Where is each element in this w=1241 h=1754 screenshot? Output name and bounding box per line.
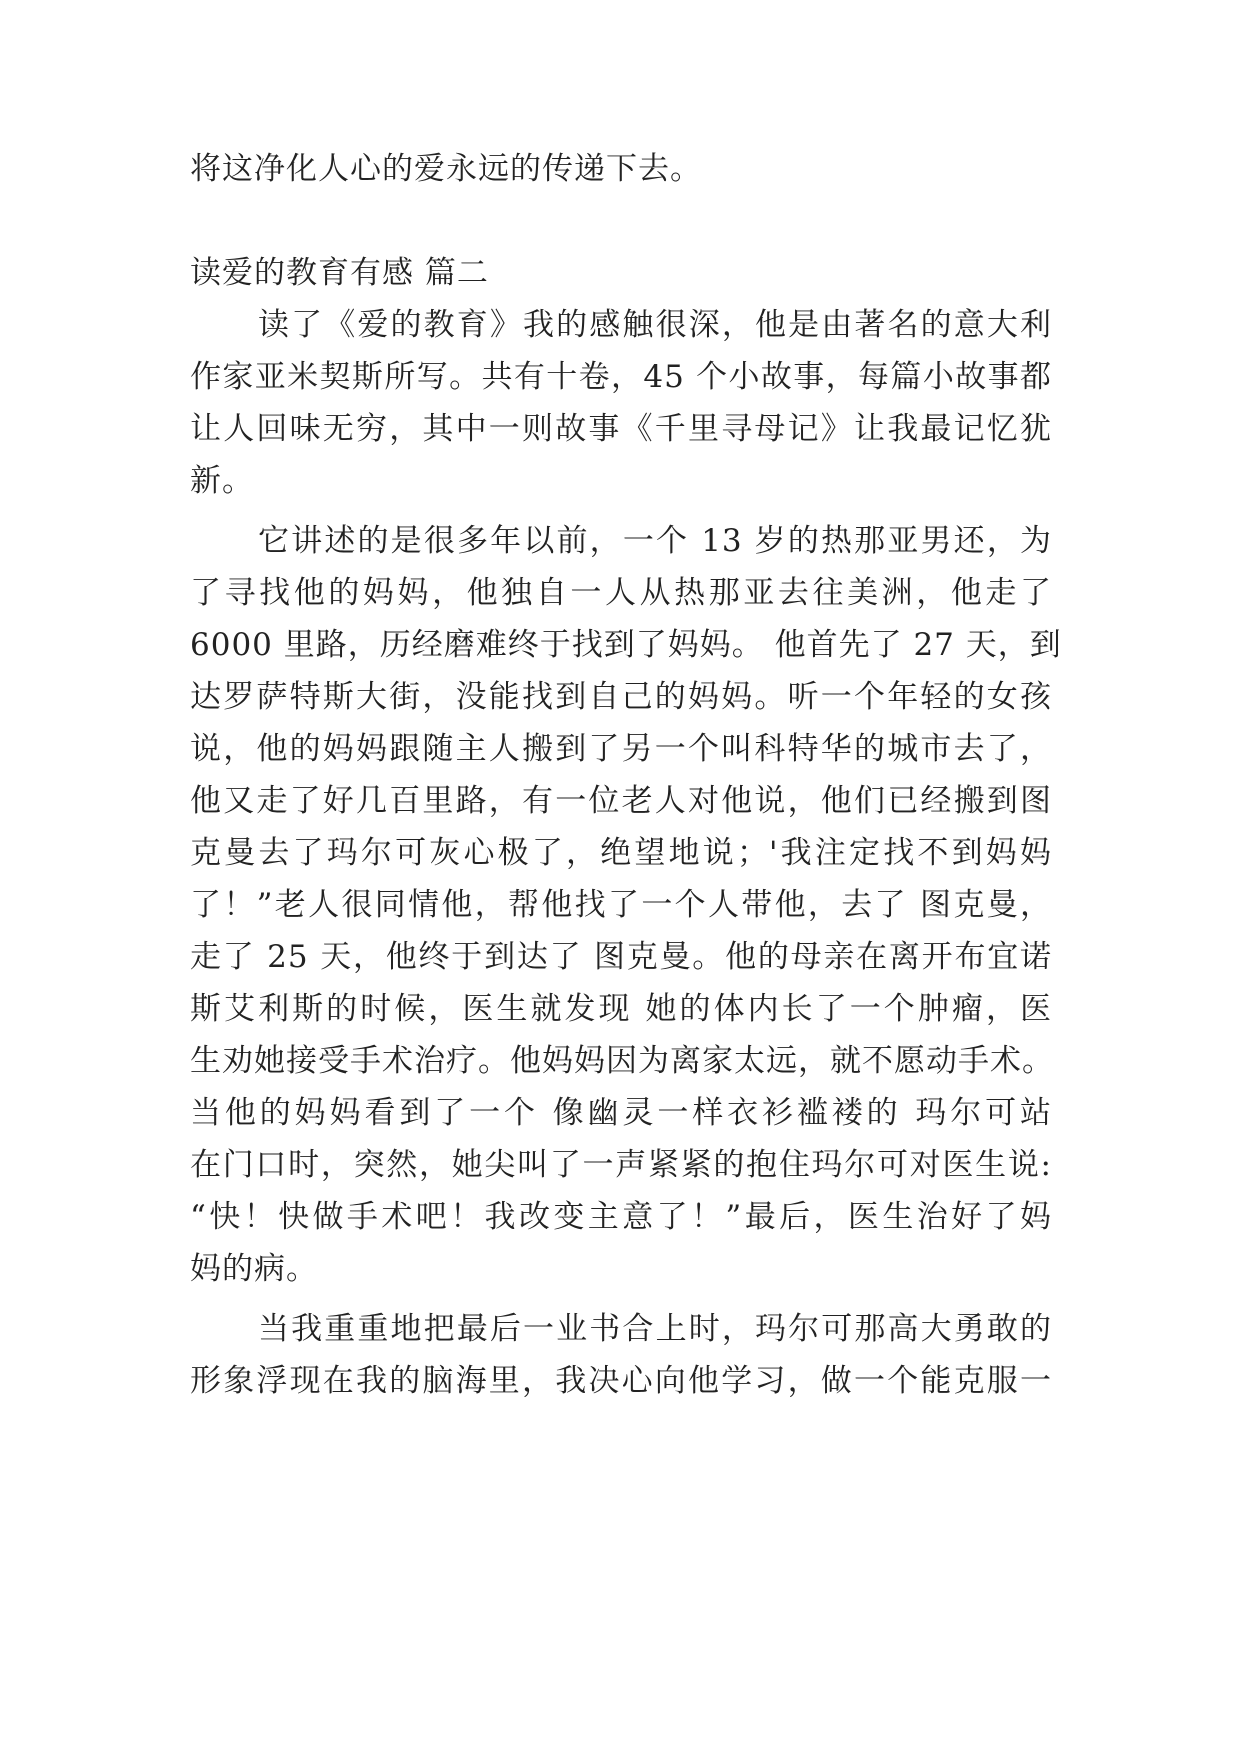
section-heading: 读爱的教育有感 篇二 <box>190 255 489 291</box>
paragraph-line: 走了 25 天，他终于到达了 图克曼。他的母亲在离开布宜诺 <box>190 939 1052 975</box>
paragraph-line: 新。 <box>190 463 254 499</box>
paragraph-line: 6000 里路，历经磨难终于找到了妈妈。 他首先了 27 天，到 <box>190 627 1062 663</box>
paragraph-line: 当我重重地把最后一业书合上时，玛尔可那高大勇敢的 <box>258 1311 1052 1347</box>
paragraph-line: 他又走了好几百里路，有一位老人对他说，他们已经搬到图 <box>190 783 1052 819</box>
paragraph-line: 妈的病。 <box>190 1251 318 1287</box>
paragraph-line: 形象浮现在我的脑海里，我决心向他学习，做一个能克服一 <box>190 1363 1052 1399</box>
paragraph-line: 了！”老人很同情他，帮他找了一个人带他，去了 图克曼， <box>190 887 1052 923</box>
paragraph-line: 斯艾利斯的时候，医生就发现 她的体内长了一个肿瘤，医 <box>190 991 1052 1027</box>
paragraph-line: 它讲述的是很多年以前，一个 13 岁的热那亚男还，为 <box>258 523 1052 559</box>
paragraph-line: 达罗萨特斯大街，没能找到自己的妈妈。听一个年轻的女孩 <box>190 679 1052 715</box>
paragraph-line: 克曼去了玛尔可灰心极了，绝望地说；'我注定找不到妈妈 <box>190 835 1052 871</box>
paragraph-line: 说，他的妈妈跟随主人搬到了另一个叫科特华的城市去了， <box>190 731 1052 767</box>
paragraph-line: 当他的妈妈看到了一个 像幽灵一样衣衫褴褛的 玛尔可站 <box>190 1095 1052 1131</box>
paragraph-line: “快！快做手术吧！我改变主意了！”最后，医生治好了妈 <box>190 1199 1052 1235</box>
paragraph-line: 了寻找他的妈妈，他独自一人从热那亚去往美洲，他走了 <box>190 575 1052 611</box>
paragraph-line: 生劝她接受手术治疗。他妈妈因为离家太远，就不愿动手术。 <box>190 1043 1054 1079</box>
paragraph-line: 将这净化人心的爱永远的传递下去。 <box>190 151 702 187</box>
paragraph-line: 在门口时，突然，她尖叫了一声紧紧的抱住玛尔可对医生说: <box>190 1147 1052 1183</box>
paragraph-line: 让人回味无穷，其中一则故事《千里寻母记》让我最记忆犹 <box>190 411 1052 447</box>
paragraph-line: 读了《爱的教育》我的感触很深，他是由著名的意大利 <box>258 307 1052 343</box>
paragraph-line: 作家亚米契斯所写。共有十卷，45 个小故事，每篇小故事都 <box>190 359 1052 395</box>
